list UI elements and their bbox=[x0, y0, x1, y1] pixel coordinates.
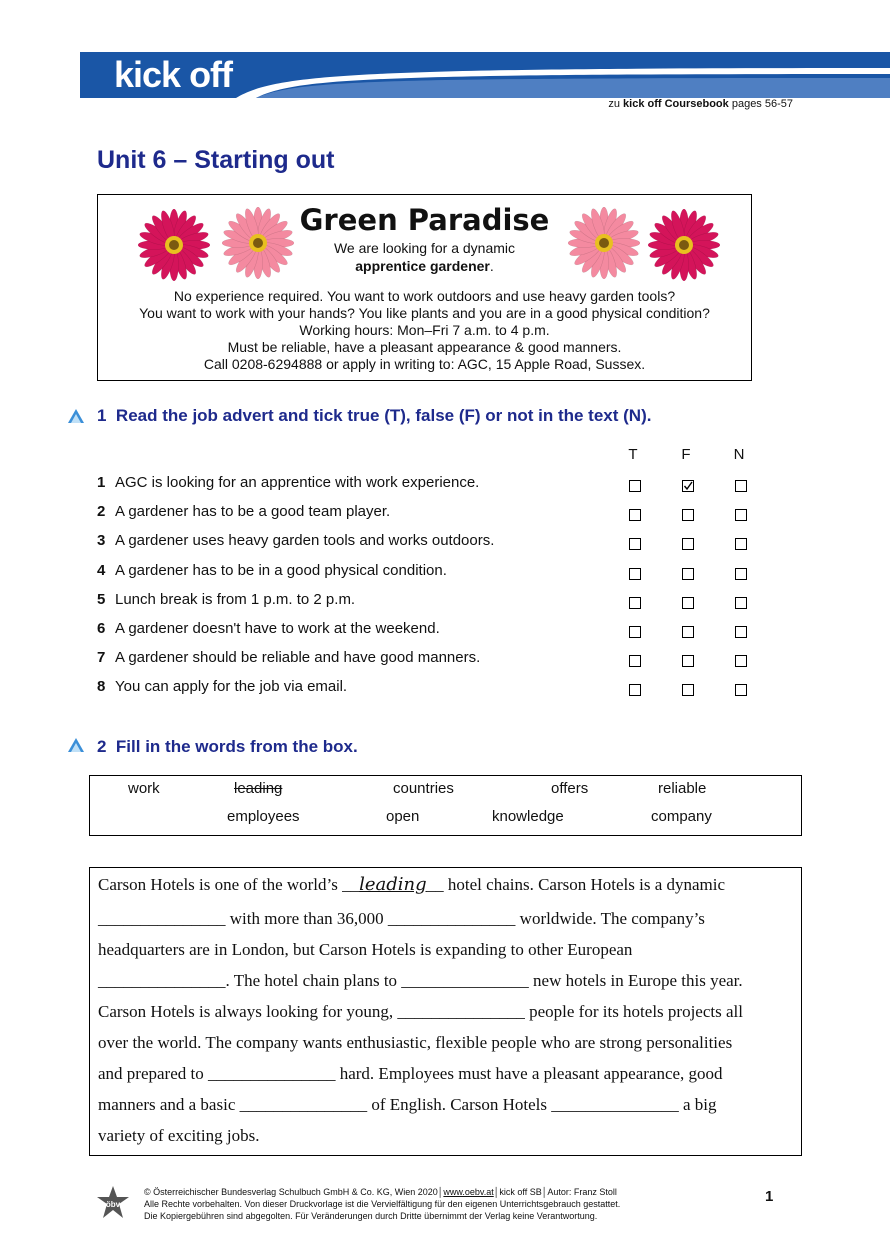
advert-title: Green Paradise bbox=[299, 203, 550, 237]
column-true: T bbox=[628, 446, 638, 463]
text-line: _______________. The hotel chain plans to _______________ new hotels in Europe this year. bbox=[98, 971, 743, 990]
checkbox-t[interactable] bbox=[629, 684, 641, 696]
checkbox-f[interactable] bbox=[682, 509, 694, 521]
text-line: Carson Hotels is always looking for young, _______________ people for its hotels projects all bbox=[98, 1002, 743, 1021]
column-not-in-text: N bbox=[733, 446, 745, 463]
statement-text: A gardener uses heavy garden tools and works outdoors. bbox=[115, 532, 495, 550]
page-title: Unit 6 – Starting out bbox=[97, 146, 335, 174]
text-line: over the world. The company wants enthusiastic, flexible people who are strong personalities bbox=[98, 1033, 733, 1052]
checkbox-t[interactable] bbox=[629, 538, 641, 550]
advert-subtitle: We are looking for a dynamic bbox=[333, 240, 516, 256]
advert-line: Working hours: Mon–Fri 7 a.m. to 4 p.m. bbox=[299, 322, 550, 338]
advert-line: Must be reliable, have a pleasant appearance & good manners. bbox=[227, 339, 622, 355]
svg-text:öbv: öbv bbox=[105, 1200, 121, 1209]
statement-number: 6 bbox=[97, 620, 106, 637]
checkbox-n[interactable] bbox=[735, 568, 747, 580]
advert-line: Call 0208-6294888 or apply in writing to: AGC, 15 Apple Road, Sussex. bbox=[203, 356, 646, 372]
checkbox-n[interactable] bbox=[735, 626, 747, 638]
word-option: open bbox=[386, 808, 420, 825]
text-line: and prepared to _______________ hard. Employees must have a pleasant appearance, good bbox=[98, 1064, 723, 1083]
statement-row bbox=[97, 474, 757, 496]
checkbox-n[interactable] bbox=[735, 509, 747, 521]
word-option: reliable bbox=[658, 780, 707, 797]
example-answer: leading bbox=[359, 874, 427, 895]
checkbox-t[interactable] bbox=[629, 568, 641, 580]
text-line: _______________ with more than 36,000 _______________ worldwide. The company’s bbox=[98, 909, 705, 928]
statement-number: 7 bbox=[97, 649, 106, 667]
checkbox-t[interactable] bbox=[629, 655, 641, 667]
text-line: manners and a basic _______________ of English. Carson Hotels _______________ a big bbox=[98, 1095, 717, 1114]
word-option: work bbox=[128, 780, 160, 797]
word-box bbox=[89, 775, 802, 836]
statement-text: You can apply for the job via email. bbox=[115, 678, 348, 696]
exercise-2-heading: 2 Fill in the words from the box. bbox=[97, 737, 358, 756]
checkbox-f[interactable] bbox=[682, 597, 694, 609]
checkbox-f[interactable] bbox=[682, 538, 694, 550]
checkbox-n[interactable] bbox=[735, 480, 747, 492]
statement-number: 2 bbox=[97, 503, 106, 521]
statement-number: 3 bbox=[97, 532, 106, 550]
word-option: offers bbox=[551, 780, 589, 797]
statement-number: 5 bbox=[97, 590, 106, 608]
statement-number: 8 bbox=[97, 678, 106, 696]
word-option: countries bbox=[393, 780, 454, 797]
difficulty-icon bbox=[67, 737, 85, 753]
checkbox-t[interactable] bbox=[629, 597, 641, 609]
checkbox-t[interactable] bbox=[629, 626, 641, 638]
advert-line: You want to work with your hands? You like plants and you are in a good physical condition? bbox=[139, 305, 710, 321]
statement-row bbox=[97, 532, 757, 554]
statement-number: 4 bbox=[97, 561, 106, 579]
column-false: F bbox=[681, 446, 691, 463]
statement-row bbox=[97, 620, 757, 642]
statement-row bbox=[97, 649, 757, 671]
text-line: Carson Hotels is one of the world’s __leading__ hotel chains. Carson Hotels is a dynamic bbox=[98, 874, 726, 895]
checkbox-f[interactable] bbox=[682, 655, 694, 667]
checkbox-n[interactable] bbox=[735, 597, 747, 609]
advert-position: apprentice gardener. bbox=[355, 258, 494, 274]
job-advert bbox=[97, 194, 752, 381]
checkbox-t[interactable] bbox=[629, 509, 641, 521]
statement-text: Lunch break is from 1 p.m. to 2 p.m. bbox=[115, 590, 356, 608]
word-option-used: leading bbox=[234, 780, 283, 797]
checkbox-t[interactable] bbox=[629, 480, 641, 492]
statement-number: 1 bbox=[97, 474, 106, 491]
exercise-1-heading: 1 Read the job advert and tick true (T), false (F) or not in the text (N). bbox=[97, 406, 652, 425]
statement-text: A gardener has to be a good team player. bbox=[115, 503, 391, 521]
word-option: knowledge bbox=[492, 808, 564, 825]
statement-row bbox=[97, 562, 757, 584]
checkbox-f[interactable] bbox=[682, 626, 694, 638]
word-option: company bbox=[651, 808, 712, 825]
statement-text: AGC is looking for an apprentice with work experience. bbox=[115, 474, 480, 491]
coursebook-reference: zu kick off Coursebook pages 56-57 bbox=[608, 98, 793, 110]
publisher-link[interactable]: www.oebv.at bbox=[443, 1187, 494, 1197]
difficulty-icon bbox=[67, 408, 85, 424]
statement-text: A gardener doesn't have to work at the weekend. bbox=[115, 620, 440, 637]
gap-fill-text bbox=[89, 867, 802, 1156]
word-option: employees bbox=[227, 808, 300, 825]
checkbox-n[interactable] bbox=[735, 655, 747, 667]
checkbox-f[interactable] bbox=[682, 684, 694, 696]
checkbox-n[interactable] bbox=[735, 684, 747, 696]
text-line: headquarters are in London, but Carson Hotels is expanding to other European bbox=[98, 940, 633, 959]
checkbox-n[interactable] bbox=[735, 538, 747, 550]
text-line: variety of exciting jobs. bbox=[98, 1126, 260, 1145]
advert-line: No experience required. You want to work outdoors and use heavy garden tools? bbox=[173, 288, 676, 304]
statement-row bbox=[97, 678, 757, 700]
copyright-notice: © Österreichischer Bundesverlag Schulbuch GmbH & Co. KG, Wien 2020│www.oebv.at│kick off SB│Autor: Franz Stoll Alle Rechte vorbehalten. Von dieser Druckvorlage ist die Vervielfältigung für den eigenen Unterrichtsgebrauch gestattet. Die Kopiergebühren sind abgegolten. Für Veränderungen durch Dritte übernimmt der Verlag keine Verantwortung. bbox=[144, 1187, 621, 1221]
statement-text: A gardener has to be in a good physical condition. bbox=[115, 561, 447, 579]
oebv-logo bbox=[95, 1185, 131, 1221]
statement-row bbox=[97, 591, 757, 613]
checkbox-f[interactable] bbox=[682, 480, 694, 492]
checkbox-f[interactable] bbox=[682, 568, 694, 580]
banner-swoosh bbox=[236, 52, 890, 98]
page-number: 1 bbox=[765, 1188, 774, 1205]
statement-text: A gardener should be reliable and have good manners. bbox=[115, 649, 481, 667]
statement-row bbox=[97, 503, 757, 525]
kick-off-logo: kick off bbox=[114, 54, 233, 95]
